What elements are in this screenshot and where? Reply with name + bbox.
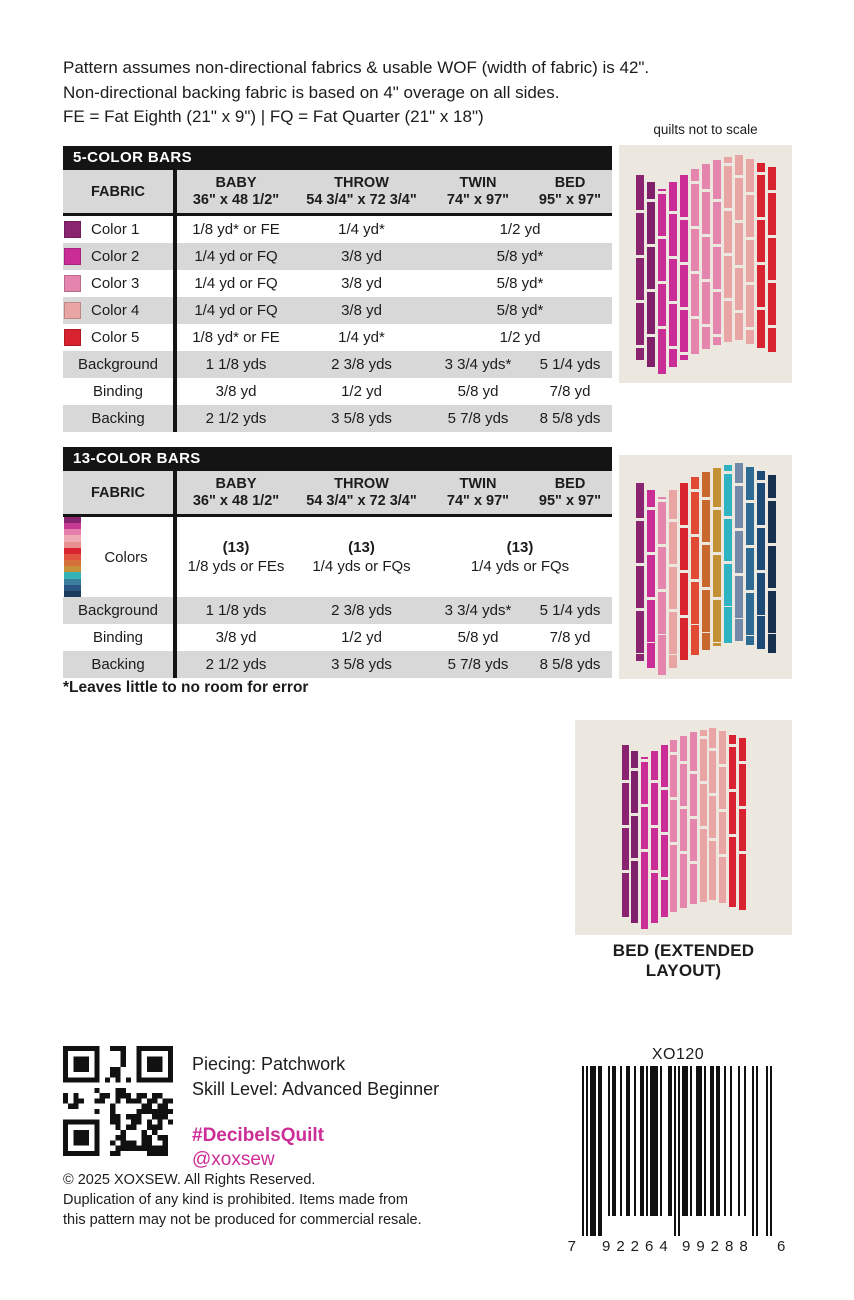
sku-code: XO120 (651, 1046, 705, 1063)
quilt-bar-column (700, 730, 707, 902)
col-header-fabric: FABRIC (63, 471, 175, 516)
quilt-preview-bed-extended (575, 720, 792, 935)
quilt-bar-column (768, 167, 776, 352)
social-handle: @xoxsew (192, 1149, 275, 1170)
col-header-throw: THROW 54 3/4" x 72 3/4" (295, 170, 428, 215)
col-header-twin: TWIN 74" x 97" (428, 471, 528, 516)
intro-line-2: Non-directional backing fabric is based on 4" overage on all sides. (63, 82, 560, 102)
col-header-bed: BED 95" x 97" (528, 471, 612, 516)
table-title-13-color: 13-COLOR BARS (63, 447, 612, 471)
row-label: Colors (104, 548, 148, 566)
five-color-bars-table (63, 146, 612, 432)
table-title-5-color: 5-COLOR BARS (63, 146, 612, 170)
quilt-bar-column (735, 463, 743, 641)
quilt-bar-column (690, 732, 697, 904)
table-row-backing: Backing 2 1/2 yds 3 5/8 yds 5 7/8 yds 8 5/8 yds (63, 405, 612, 432)
col-header-throw: THROW 54 3/4" x 72 3/4" (295, 471, 428, 516)
row-label: Color 4 (91, 302, 140, 319)
quilt-bar-column (641, 757, 648, 929)
quilts-not-to-scale-note: quilts not to scale (653, 122, 758, 137)
table-row-background: Background 1 1/8 yds 2 3/8 yds 3 3/4 yds* 5 1/4 yds (63, 597, 612, 624)
table-row-color-5: Color 5 1/8 yd* or FE 1/4 yd* 1/2 yd (63, 324, 612, 351)
thirteen-color-swatch-stack (64, 517, 81, 597)
table-row-color-3: Color 3 1/4 yd or FQ 3/8 yd 5/8 yd* (63, 270, 612, 297)
quilt-bar-column (746, 467, 754, 645)
col-header-twin: TWIN 74" x 97" (428, 170, 528, 215)
table-row-color-1: Color 1 1/8 yd* or FE 1/4 yd* 1/2 yd (63, 215, 612, 244)
quilt-bar-column (658, 497, 666, 675)
color-4-swatch (64, 302, 81, 319)
quilt-bar-column (768, 475, 776, 653)
quilt-bar-column (724, 157, 732, 342)
barcode-digits-group1: 92264 (602, 1238, 674, 1255)
quilt-bar-column (680, 736, 687, 908)
row-label: Backing (63, 405, 175, 432)
piecing-label: Piecing: Patchwork (192, 1054, 346, 1074)
table-row-binding: Binding 3/8 yd 1/2 yd 5/8 yd 7/8 yd (63, 624, 612, 651)
quilt-bar-column (691, 477, 699, 655)
quilt-bar-column (729, 735, 736, 907)
quilt-bar-column (661, 745, 668, 917)
col-header-baby: BABY 36" x 48 1/2" (175, 471, 295, 516)
row-label: Binding (63, 624, 175, 651)
quilt-bar-column (670, 740, 677, 912)
row-label: Background (63, 597, 175, 624)
color-2-swatch (64, 248, 81, 265)
quilt-bar-column (631, 751, 638, 923)
hashtag: #DecibelsQuilt (192, 1125, 324, 1146)
table-row-color-4: Color 4 1/4 yd or FQ 3/8 yd 5/8 yd* (63, 297, 612, 324)
quilt-bar-column (669, 490, 677, 668)
quilt-bar-column (746, 159, 754, 344)
header-row (63, 471, 612, 516)
row-label: Color 3 (91, 275, 140, 292)
quilt-bar-column (680, 175, 688, 360)
quilt-bar-column (702, 472, 710, 650)
row-label: Color 2 (91, 248, 140, 265)
quilt-bar-column (757, 163, 765, 348)
qr-code (63, 1046, 173, 1156)
table-row-backing: Backing 2 1/2 yds 3 5/8 yds 5 7/8 yds 8 5/8 yds (63, 651, 612, 678)
quilt-bar-column (719, 731, 726, 903)
quilt-bar-column (658, 189, 666, 374)
quilt-bar-column (739, 738, 746, 910)
pattern-info (192, 1052, 439, 1102)
fabric-requirements-table-13 (63, 471, 612, 678)
fabric-requirements-table-5 (63, 170, 612, 432)
quilt-bar-column (647, 490, 655, 668)
color-1-swatch (64, 221, 81, 238)
quilt-bar-column (713, 160, 721, 345)
quilt-bar-column (757, 471, 765, 649)
intro-text (63, 56, 653, 130)
row-label: Color 1 (91, 221, 140, 238)
quilt-bar-column (622, 745, 629, 917)
row-label: Color 5 (91, 329, 140, 346)
barcode-digits-group2: 99288 (682, 1238, 754, 1255)
quilt-bar-column (669, 182, 677, 367)
quilt-bar-column (680, 483, 688, 661)
quilt-bar-column (702, 164, 710, 349)
barcode-digit-left: 7 (567, 1238, 576, 1255)
copyright-text: © 2025 XOXSEW. All Rights Reserved. Duplication of any kind is prohibited. Items made from this pattern may not be produced for commercial resale. (63, 1172, 422, 1228)
bed-extended-caption: BED (EXTENDED LAYOUT) (612, 941, 755, 980)
quilt-bar-column (647, 182, 655, 367)
quilt-bar-column (691, 169, 699, 354)
header-row (63, 170, 612, 215)
quilt-bar-column (709, 728, 716, 900)
col-header-bed: BED 95" x 97" (528, 170, 612, 215)
quilt-bar-column (724, 465, 732, 643)
intro-line-1: Pattern assumes non-directional fabrics & usable WOF (width of fabric) is 42". (63, 58, 650, 77)
col-header-baby: BABY 36" x 48 1/2" (175, 170, 295, 215)
quilt-bar-column (651, 751, 658, 923)
table-row-colors: Colors (13) 1/8 yds or FEs (13) 1/4 yds or FQs (13) 1/4 yds or FQs (63, 516, 612, 598)
thirteen-color-bars-table (63, 447, 612, 678)
row-label: Backing (63, 651, 175, 678)
row-label: Binding (63, 378, 175, 405)
upc-barcode (578, 1066, 790, 1238)
social-links (192, 1124, 324, 1172)
table-row-background: Background 1 1/8 yds 2 3/8 yds 3 3/4 yds* 5 1/4 yds (63, 351, 612, 378)
row-label: Background (63, 351, 175, 378)
table-row-color-2: Color 2 1/4 yd or FQ 3/8 yd 5/8 yd* (63, 243, 612, 270)
quilt-bar-column (636, 175, 644, 360)
barcode-digit-right: 6 (777, 1238, 786, 1255)
intro-line-3: FE = Fat Eighth (21" x 9") | FQ = Fat Quarter (21" x 18") (63, 107, 484, 126)
quilt-bar-column (735, 155, 743, 340)
quilt-preview-13-color (619, 455, 792, 679)
color-5-swatch (64, 329, 81, 346)
col-header-fabric: FABRIC (63, 170, 175, 215)
quilt-preview-5-color (619, 145, 792, 383)
table-row-binding: Binding 3/8 yd 1/2 yd 5/8 yd 7/8 yd (63, 378, 612, 405)
quilt-bar-column (713, 468, 721, 646)
error-footnote: *Leaves little to no room for error (63, 679, 309, 696)
quilt-bar-column (636, 483, 644, 661)
color-3-swatch (64, 275, 81, 292)
skill-level-label: Skill Level: Advanced Beginner (192, 1079, 440, 1099)
